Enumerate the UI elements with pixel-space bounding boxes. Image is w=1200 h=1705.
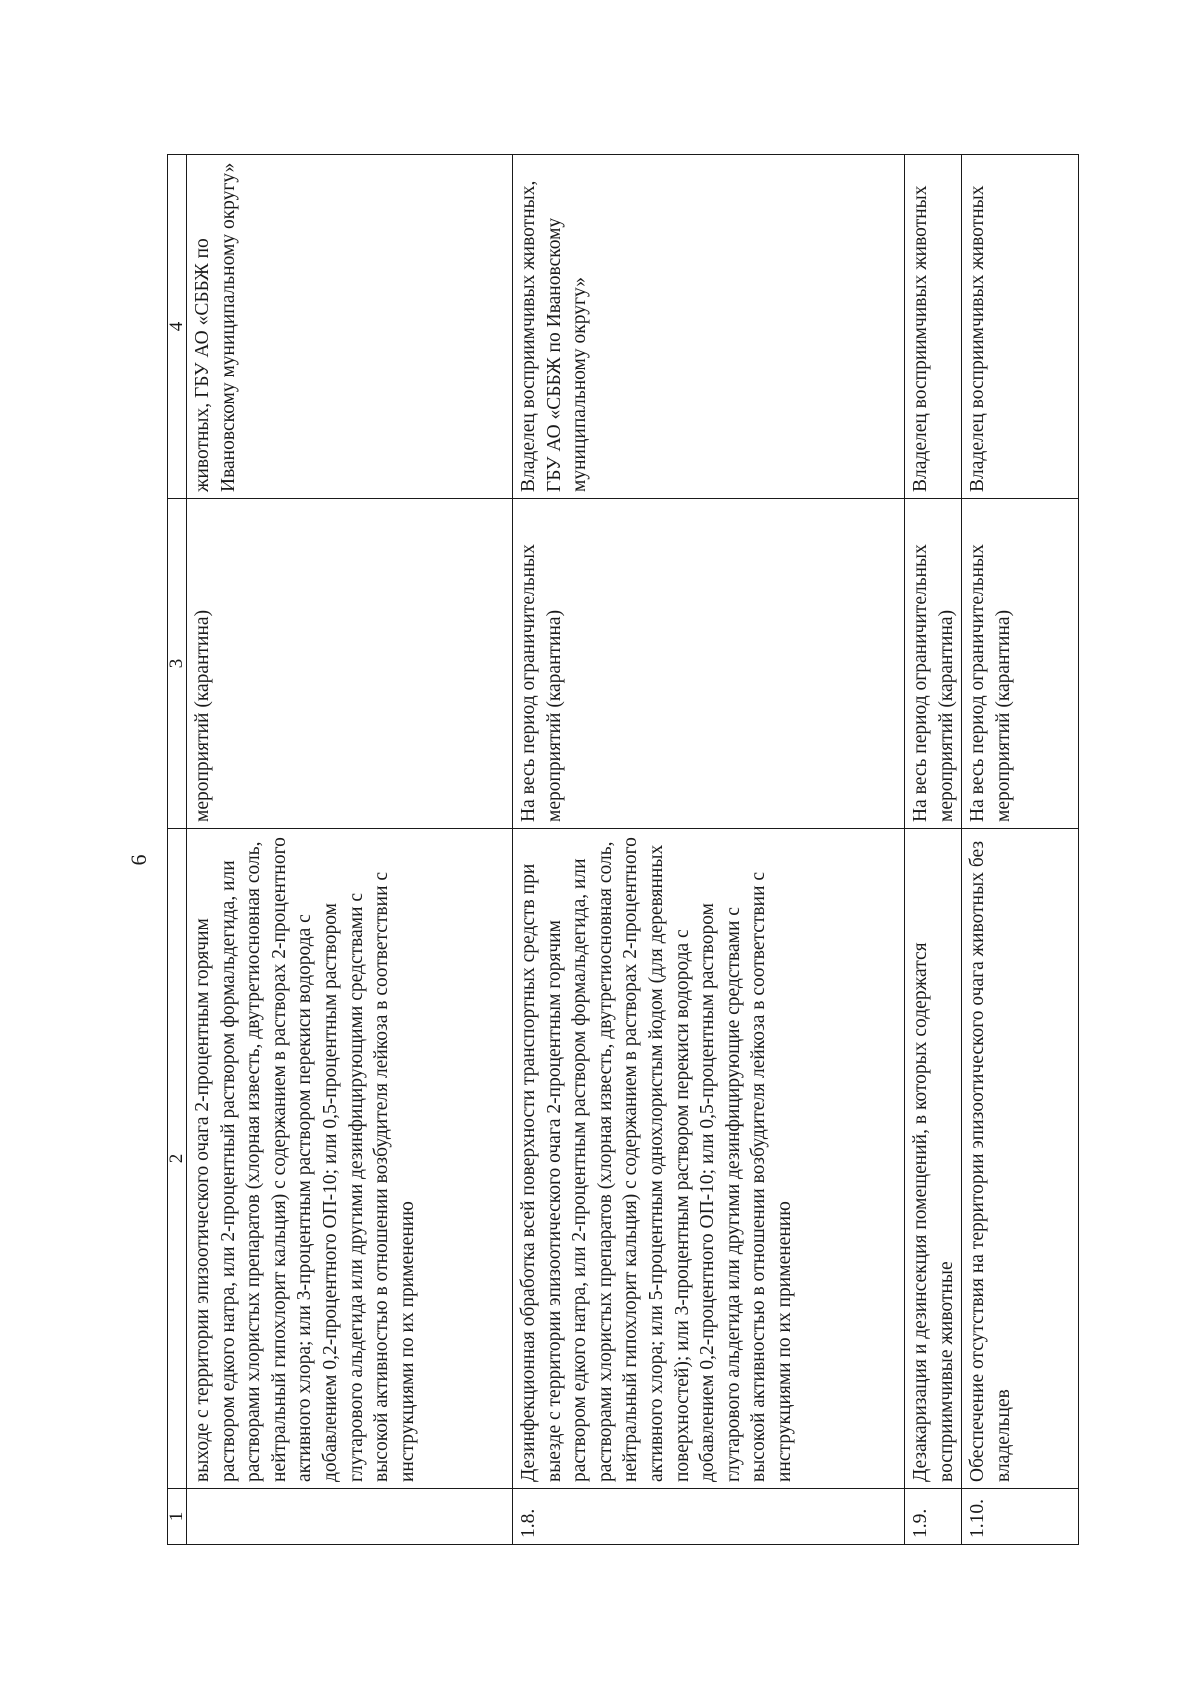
responsible-cell: Владелец восприимчивых животных [905, 155, 962, 499]
measure-cell: Дезинфекционная обработка всей поверхности транспортных средств при выезде с территории эпизоотического очага 2-процентным горячим раствором едкого натра, или 2-процентным раствором формальдегида, или растворами хлористых препаратов (хлорная известь, двутретиосновная соль, нейтральный гипохлорит кальция) с содержанием в растворах 2-процентного активного хлора; или 5-процентным однохлористым йодом (для деревянных поверхностей); или 3-процентным раствором перекиси водорода с добавлением 0,2-процентного ОП-10; или 0,5-процентным раствором глутарового альдегида или другими дезинфицирующие средствами с высокой активностью в отношении возбудителя лейкоза в соответствии с инструкциями по их применению [513, 829, 905, 1489]
table-row [187, 155, 513, 1545]
measure-cell: выходе с территории эпизоотического очага 2-процентным горячим раствором едкого натра, или 2-процентный раствором формальдегида, или растворами хлористых препаратов (хлорная известь, двутретиосновная соль, нейтральный гипохлорит кальция) с содержанием в растворах 2-процентного активного хлора; или 3-процентным раствором перекиси водорода с добавлением 0,2-процентного ОП-10; или 0,5-процентным раствором глутарового альдегида или другими дезинфицирующими средствами с высокой активностью в отношении возбудителя лейкоза в соответствии с инструкциями по их применению [187, 829, 513, 1489]
measure-cell: Обеспечение отсутствия на территории эпизоотического очага животных без владельцев [962, 829, 1079, 1489]
row-number [187, 1489, 513, 1545]
row-number: 1.10. [962, 1489, 1079, 1545]
term-cell: На весь период ограничительных мероприятий (карантина) [513, 499, 905, 829]
term-cell: мероприятий (карантина) [187, 499, 513, 829]
column-header-3: 3 [168, 499, 187, 829]
term-cell: На весь период ограничительных мероприятий (карантина) [962, 499, 1079, 829]
responsible-cell: животных, ГБУ АО «СББЖ по Ивановскому муниципальному округу» [187, 155, 513, 499]
row-number: 1.9. [905, 1489, 962, 1545]
column-header-4: 4 [168, 155, 187, 499]
responsible-cell: Владелец восприимчивых животных, ГБУ АО «СББЖ по Ивановскому муниципальному округу» [513, 155, 905, 499]
table-row [905, 155, 962, 1545]
measure-cell: Дезакаризация и дезинсекция помещений, в которых содержатся восприимчивые животные [905, 829, 962, 1489]
table-row [513, 155, 905, 1545]
row-number: 1.8. [513, 1489, 905, 1545]
term-cell: На весь период ограничительных мероприятий (карантина) [905, 499, 962, 829]
table-header-row [168, 155, 187, 1545]
measures-table-wrapper [167, 155, 1072, 1545]
responsible-cell: Владелец восприимчивых животных [962, 155, 1079, 499]
column-header-2: 2 [168, 829, 187, 1489]
table-row [962, 155, 1079, 1545]
measures-table [167, 154, 1079, 1545]
page-number: 6 [126, 854, 151, 866]
column-header-1: 1 [168, 1489, 187, 1545]
